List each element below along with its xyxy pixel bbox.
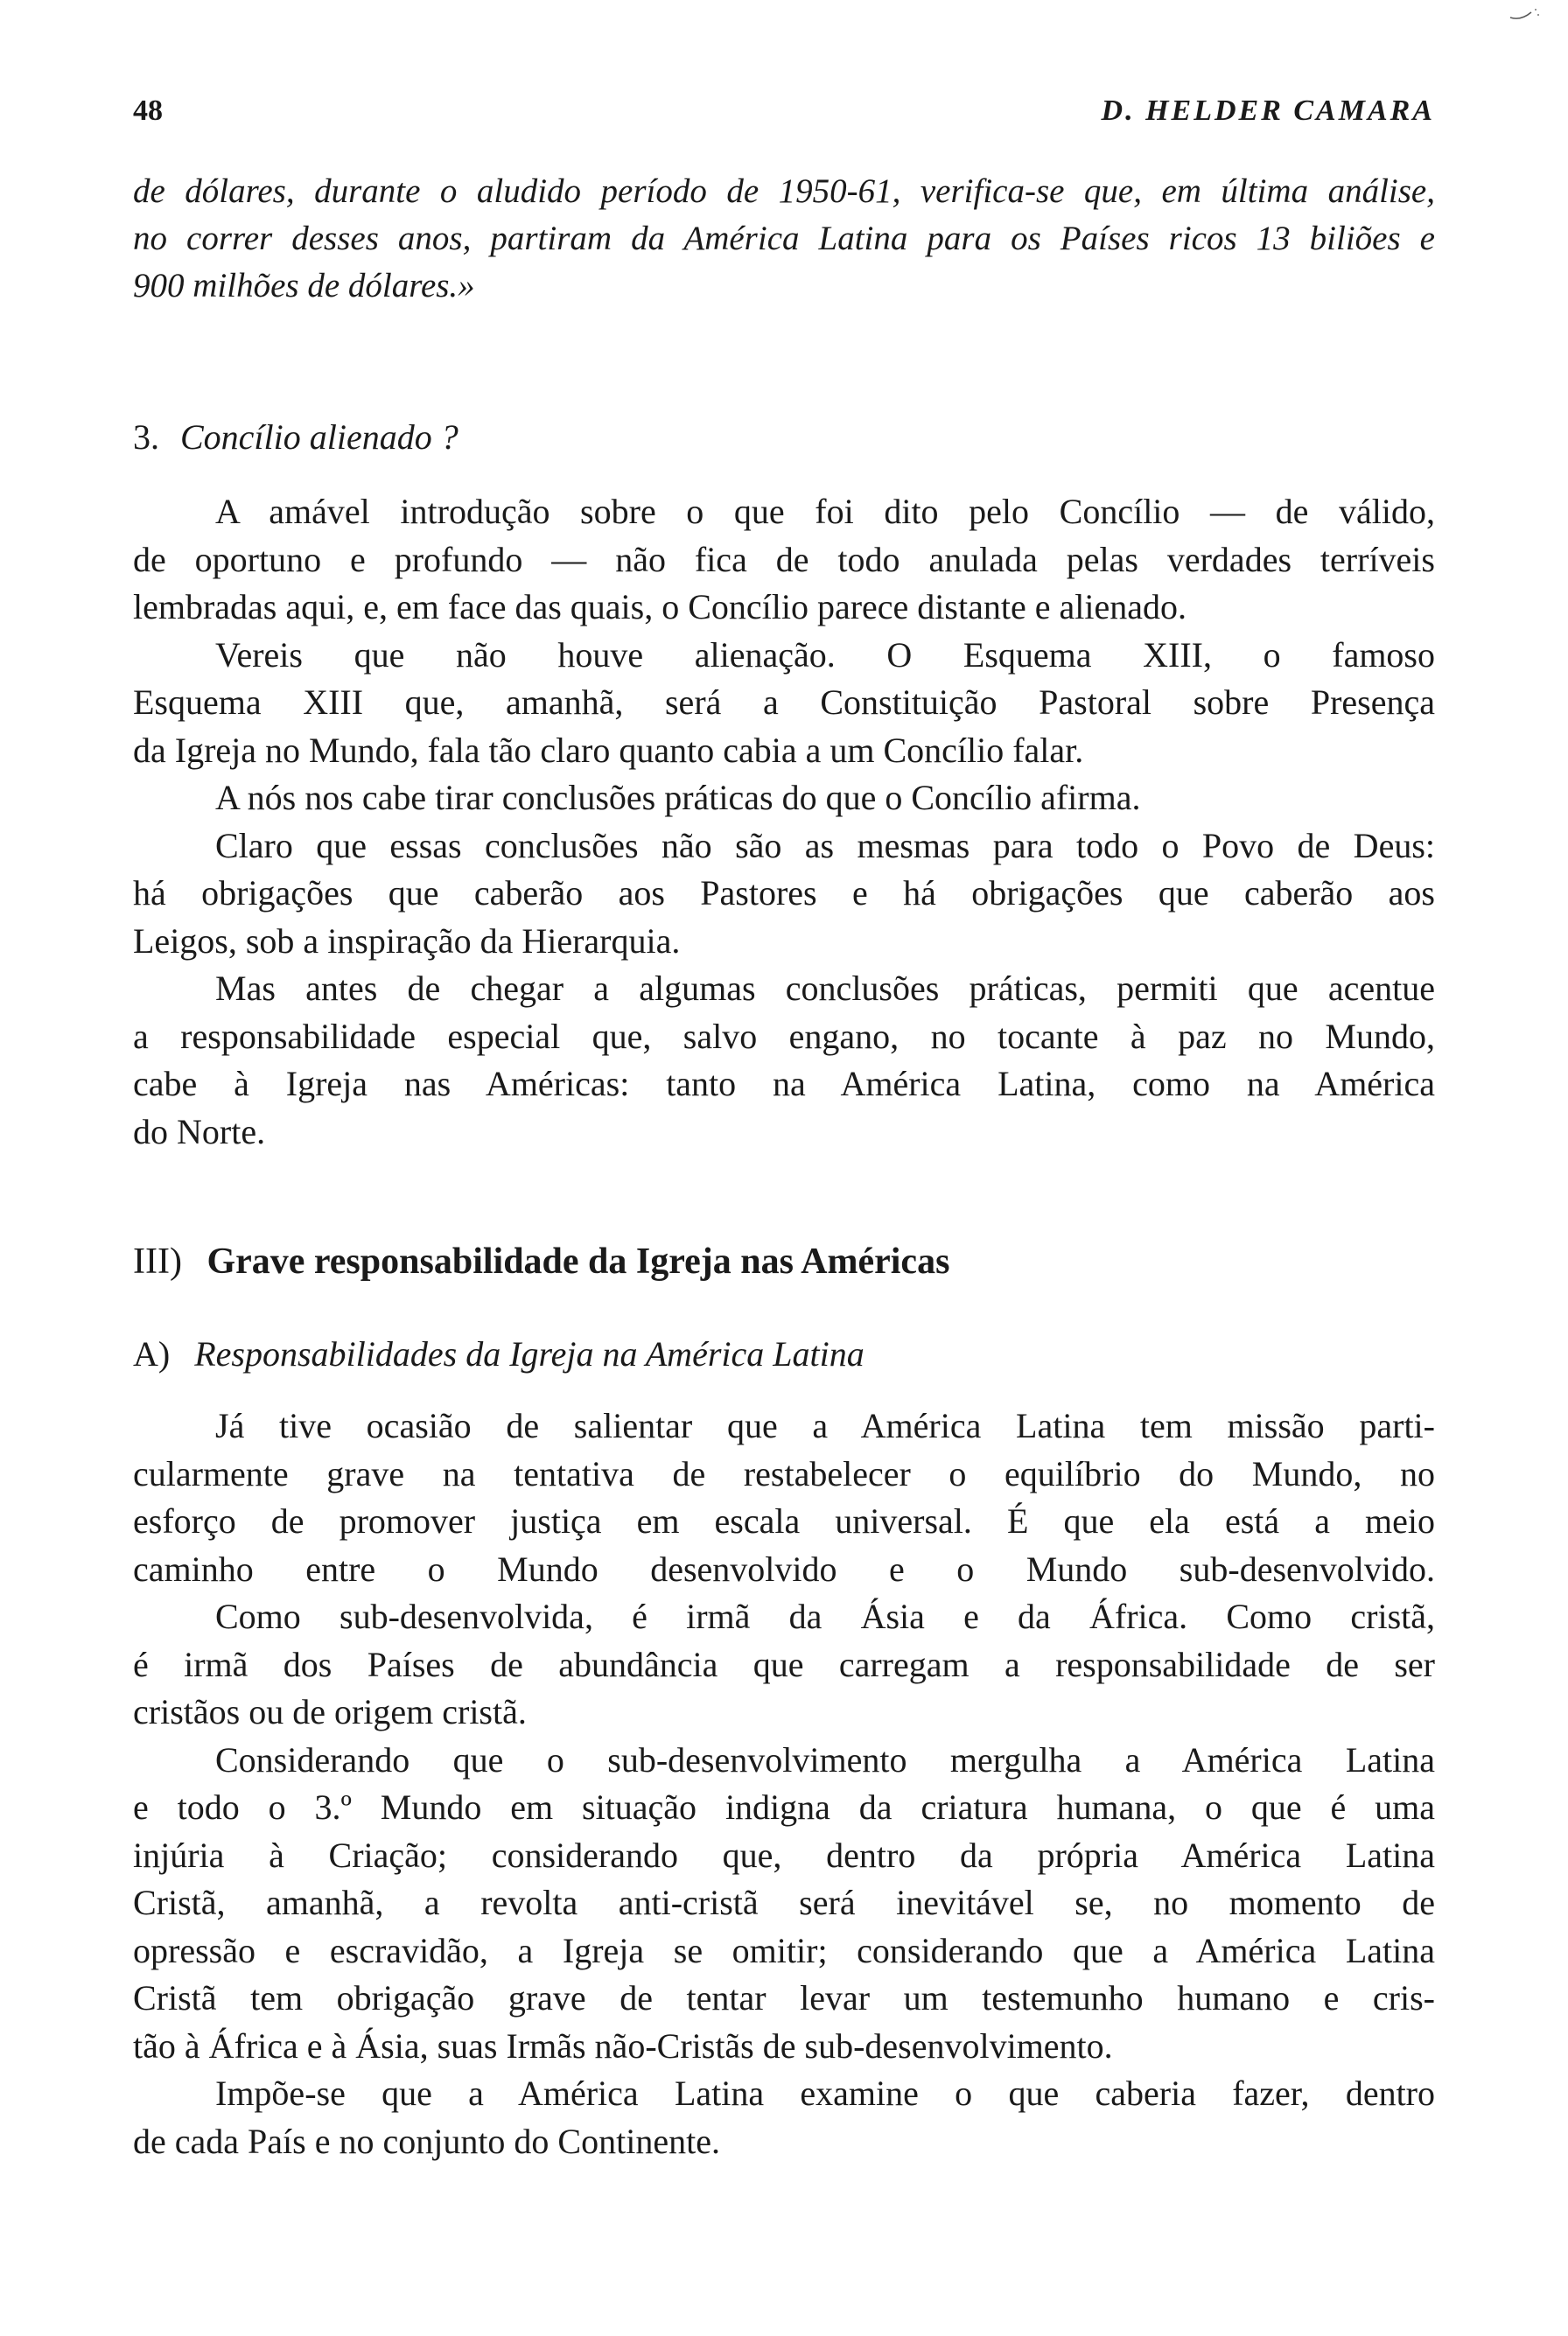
section-3-body: [133, 488, 1435, 1156]
text-line: lembradas aqui, e, em face das quais, o Concílio parece distante e alienado.: [133, 587, 1186, 626]
text-line: Cristã tem obrigação grave de tentar levar um testemunho humano e cris-: [133, 1978, 1435, 2018]
paragraph: [133, 822, 1435, 966]
quote-line: no correr desses anos, partiram da América Latina para os Países ricos 13 biliões e: [133, 220, 1435, 257]
text-line: Claro que essas conclusões não são as mesmas para todo o Povo de Deus:: [215, 825, 1435, 865]
running-head: [133, 94, 1435, 138]
text-line: Leigos, sob a inspiração da Hierarquia.: [133, 920, 681, 961]
text-line: Impõe-se que a América Latina examine o que caberia fazer, dentro: [215, 2074, 1435, 2113]
paragraph: [133, 1593, 1435, 1737]
text-line: é irmã dos Países de abundância que carregam a responsabilidade de ser: [133, 1644, 1435, 1684]
paragraph: [133, 2070, 1435, 2165]
text-line: Já tive ocasião de salientar que a América Latina tem missão parti-: [215, 1406, 1435, 1445]
section-title: Grave responsabilidade da Igreja nas Américas: [206, 1241, 950, 1282]
text-line: A amável introdução sobre o que foi dito pelo Concílio — de válido,: [215, 492, 1435, 531]
subsection-title: Responsabilidades da Igreja na América Latina: [194, 1334, 864, 1374]
section-III-heading: [133, 1241, 949, 1283]
paragraph: [133, 774, 1435, 822]
text-line: Cristã, amanhã, a revolta anti-cristã será inevitável se, no momento de: [133, 1883, 1435, 1922]
text-line: de oportuno e profundo — não fica de todo anulada pelas verdades terríveis: [133, 539, 1435, 579]
text-line: Como sub-desenvolvida, é irmã da Ásia e da África. Como cristã,: [215, 1597, 1435, 1636]
text-line: tão à África e à Ásia, suas Irmãs não-Cristãs de sub-desenvolvimento.: [133, 2025, 1113, 2066]
paragraph: [133, 632, 1435, 775]
text-line: e todo o 3.º Mundo em situação indigna da criatura humana, o que é uma: [133, 1787, 1435, 1827]
paragraph: [133, 965, 1435, 1156]
section-number: III): [133, 1241, 182, 1282]
paragraph: [133, 1402, 1435, 1593]
section-number: 3.: [133, 417, 159, 457]
text-line: cristãos ou de origem cristã.: [133, 1692, 527, 1731]
text-line: há obrigações que caberão aos Pastores e há obrigações que caberão aos: [133, 873, 1435, 913]
text-line: Esquema XIII que, amanhã, será a Constituição Pastoral sobre Presença: [133, 682, 1435, 722]
quote-continuation: [133, 168, 1435, 310]
text-line: Vereis que não houve alienação. O Esquema XIII, o famoso: [215, 634, 1435, 675]
subsection-A-heading: [133, 1333, 864, 1374]
paragraph: [133, 1737, 1435, 2071]
text-line: esforço de promover justiça em escala universal. É que ela está a meio: [133, 1501, 1435, 1541]
section-title: Concílio alienado ?: [180, 417, 458, 457]
text-line: opressão e escravidão, a Igreja se omitir; considerando que a América Latina: [133, 1930, 1435, 1970]
paragraph: [133, 488, 1435, 632]
quote-line: de dólares, durante o aludido período de 1950-61, verifica-se que, em última análise,: [133, 172, 1435, 210]
section-3-heading: [133, 416, 458, 458]
subsection-letter: A): [133, 1334, 171, 1374]
running-title: D. HELDER CAMARA: [1101, 94, 1435, 127]
text-line: A nós nos cabe tirar conclusões práticas do que o Concílio afirma.: [215, 778, 1141, 817]
text-line: a responsabilidade especial que, salvo engano, no tocante à paz no Mundo,: [133, 1016, 1435, 1056]
text-line: cabe à Igreja nas Américas: tanto na América Latina, como na América: [133, 1064, 1435, 1103]
subsection-A-body: [133, 1402, 1435, 2165]
text-line: Considerando que o sub-desenvolvimento mergulha a América Latina: [215, 1739, 1435, 1780]
quote-line: 900 milhões de dólares.»: [133, 267, 475, 304]
page-number: 48: [133, 94, 163, 127]
text-line: de cada País e no conjunto do Continente.: [133, 2121, 720, 2161]
text-line: injúria à Criação; considerando que, dentro da própria América Latina: [133, 1835, 1435, 1875]
text-line: caminho entre o Mundo desenvolvido e o Mundo sub-desenvolvido.: [133, 1549, 1435, 1589]
text-line: da Igreja no Mundo, fala tão claro quanto cabia a um Concílio falar.: [133, 730, 1084, 770]
text-line: cularmente grave na tentativa de restabelecer o equilíbrio do Mundo, no: [133, 1453, 1435, 1493]
text-line: do Norte.: [133, 1111, 266, 1151]
text-line: Mas antes de chegar a algumas conclusões práticas, permiti que acentue: [215, 969, 1435, 1008]
scan-mark-icon: [1507, 2, 1542, 23]
